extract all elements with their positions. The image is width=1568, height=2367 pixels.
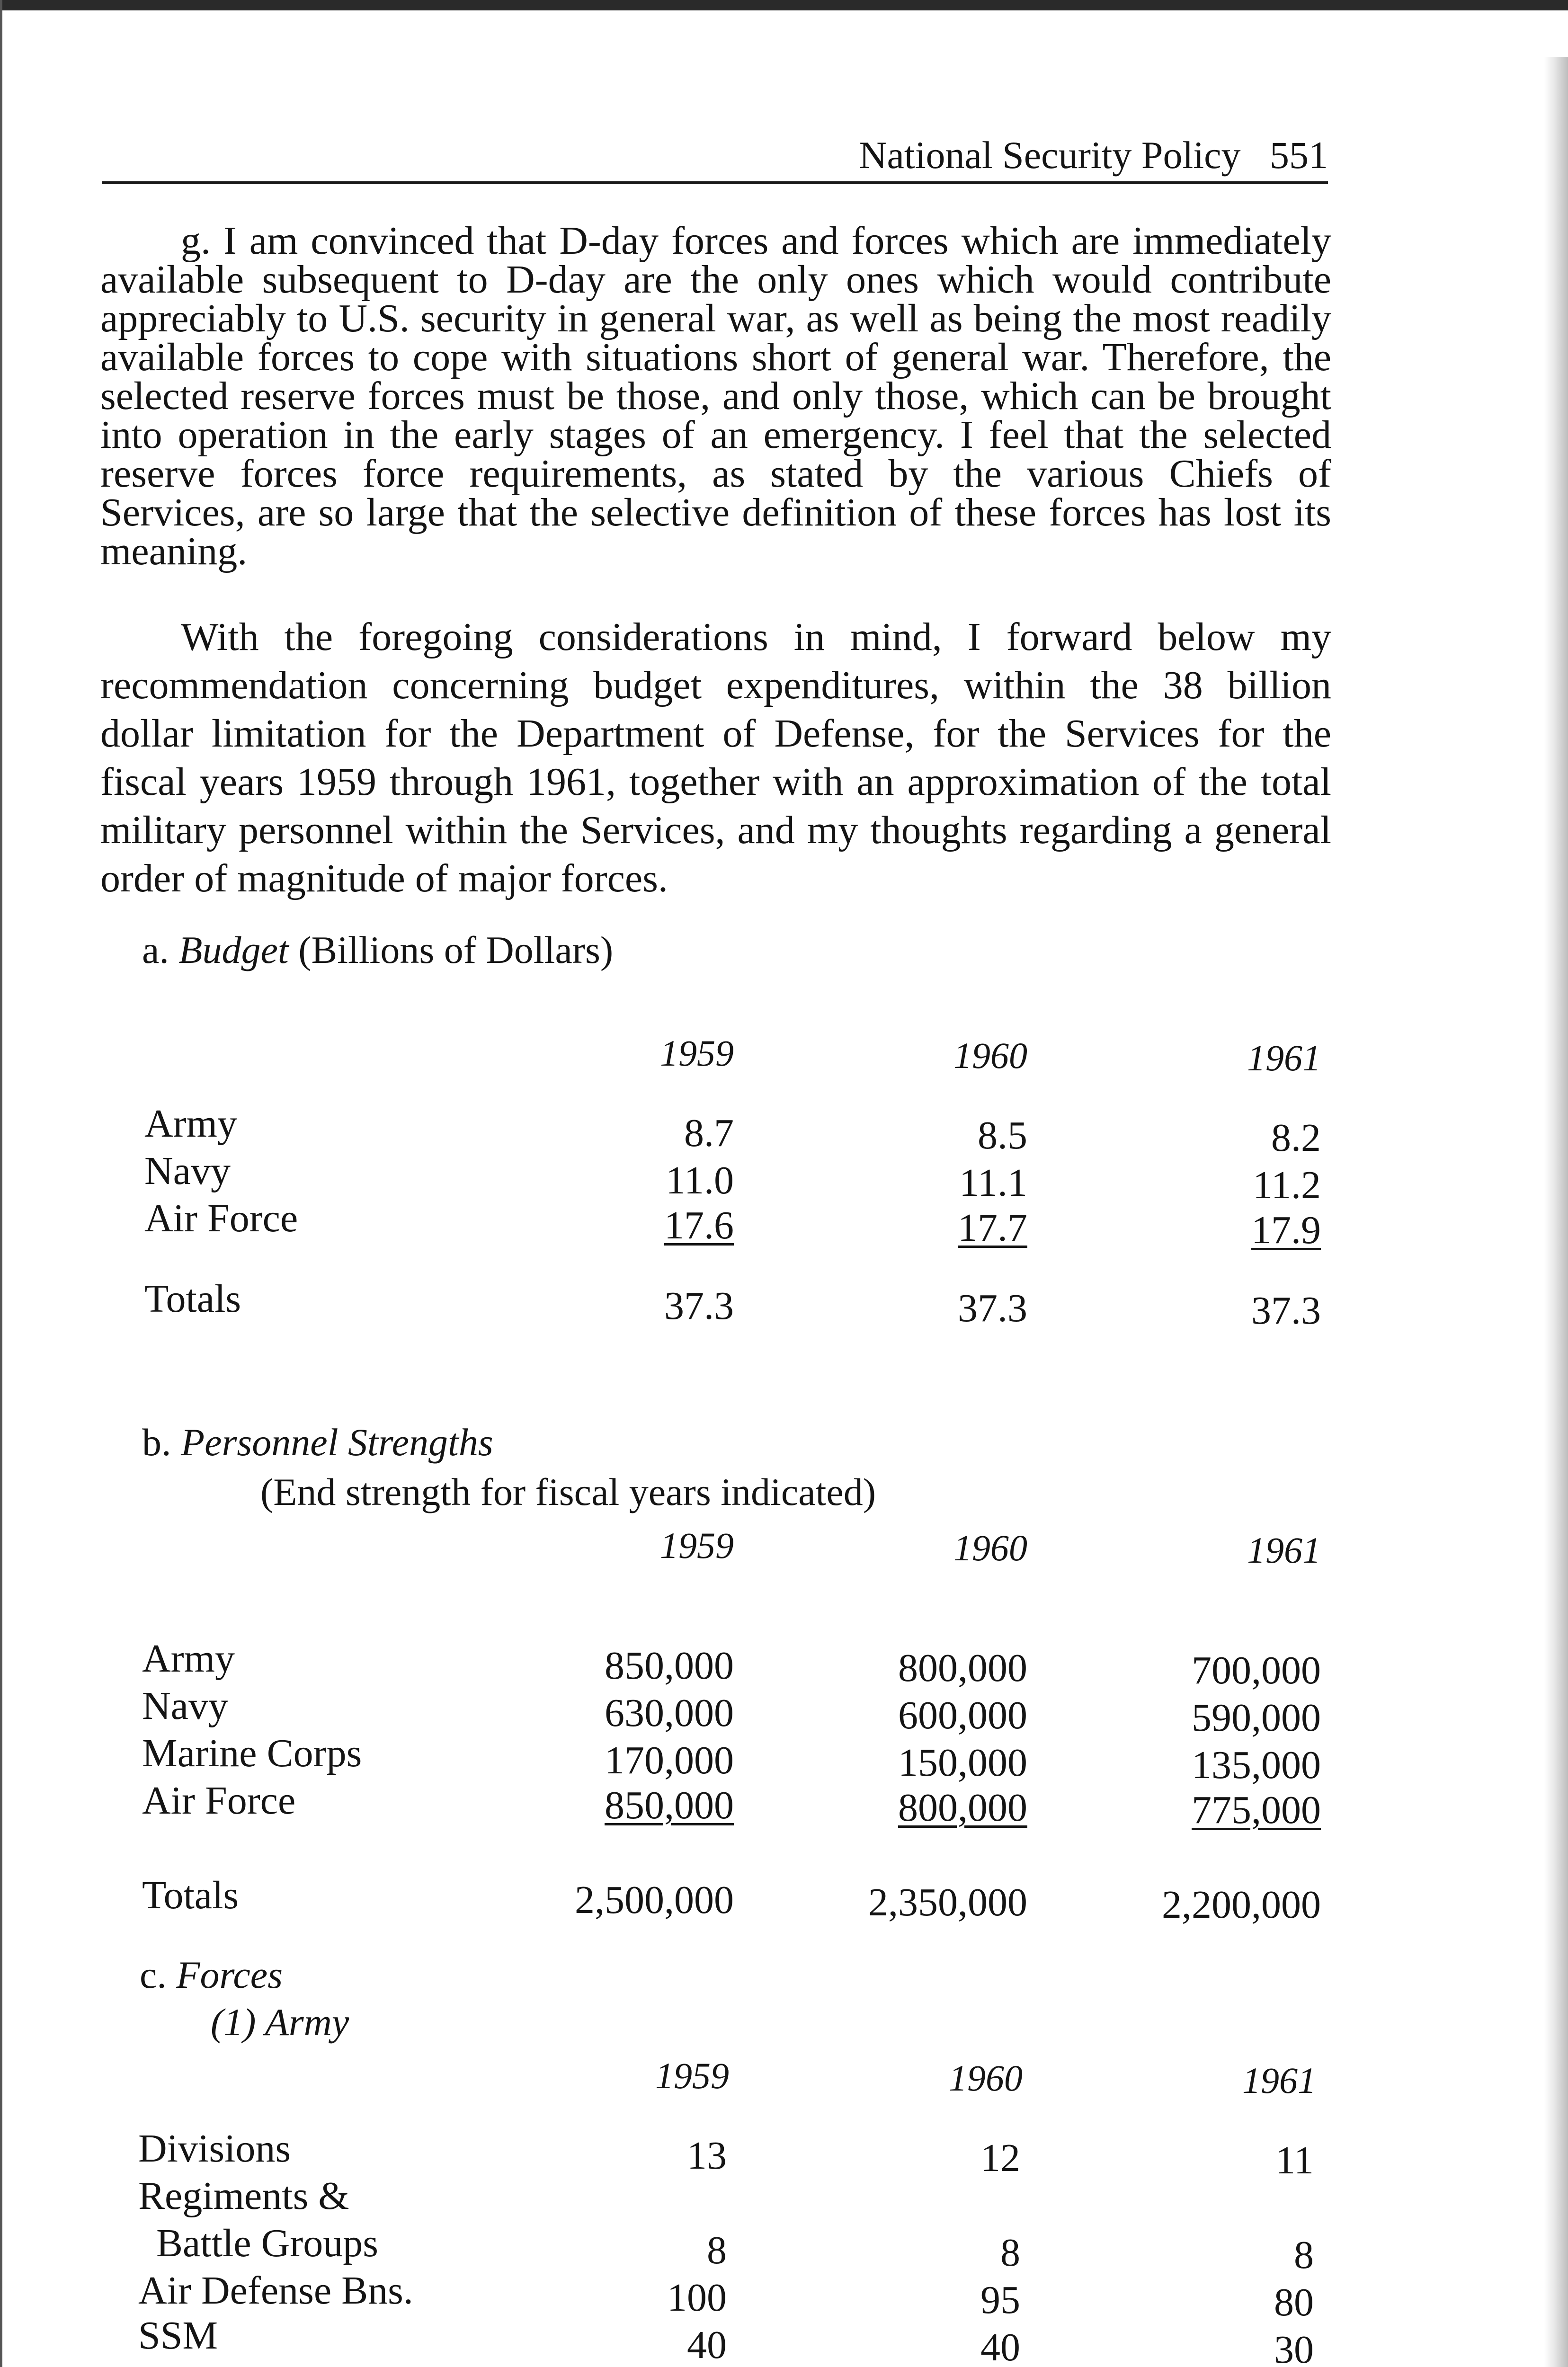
forces-title: Forces: [176, 1953, 283, 1996]
budget-air-force-1961: 17.9: [1251, 1208, 1321, 1252]
forces-ssm-1960: 40: [980, 2325, 1020, 2367]
budget-navy-1959: 11.0: [666, 1158, 734, 1202]
budget-year-1959: 1959: [660, 1032, 734, 1074]
personnel-year-1960: 1960: [953, 1527, 1027, 1568]
budget-year-1961: 1961: [1247, 1037, 1321, 1078]
personnel-label-navy: Navy: [142, 1684, 228, 1728]
budget-label-army: Army: [144, 1102, 237, 1146]
forces-army-heading: (1) Army: [211, 2001, 349, 2044]
header-title-block: [859, 133, 1328, 178]
budget-unit: (Billions of Dollars): [298, 928, 614, 971]
forces-air-defense-1960: 95: [980, 2278, 1020, 2322]
forces-label-battle-groups: Battle Groups: [156, 2221, 378, 2265]
scan-binding-shadow: [1544, 57, 1568, 2367]
header-title: National Security Policy: [859, 133, 1241, 177]
personnel-year-1961: 1961: [1247, 1530, 1321, 1571]
personnel-subtitle: (End strength for fiscal years indicated): [260, 1470, 876, 1513]
forces-year-1961: 1961: [1242, 2060, 1316, 2101]
budget-army-1960: 8.5: [978, 1113, 1027, 1157]
forces-ssm-1959: 40: [687, 2323, 727, 2367]
budget-air-force-1959: 17.6: [664, 1203, 734, 1247]
personnel-label-army: Army: [142, 1637, 235, 1681]
forces-air-defense-1961: 80: [1274, 2280, 1314, 2324]
forces-label-divisions: Divisions: [138, 2127, 291, 2171]
budget-label-air-force: Air Force: [144, 1196, 298, 1240]
budget-label-navy: Navy: [144, 1149, 231, 1193]
budget-heading: a. Budget (Billions of Dollars): [142, 928, 614, 971]
budget-air-force-1960: 17.7: [958, 1206, 1027, 1250]
budget-title: Budget: [178, 928, 289, 971]
budget-navy-1961: 11.2: [1253, 1163, 1321, 1207]
page-number: 551: [1270, 133, 1328, 177]
forces-year-1960: 1960: [949, 2057, 1023, 2099]
personnel-total-1960: 2,350,000: [868, 1880, 1027, 1924]
budget-label-totals: Totals: [144, 1277, 241, 1321]
personnel-army-1961: 700,000: [1192, 1648, 1321, 1692]
forces-ssm-1961: 30: [1274, 2328, 1314, 2367]
budget-year-1960: 1960: [953, 1035, 1027, 1076]
budget-total-1959: 37.3: [664, 1284, 734, 1328]
budget-total-1960: 37.3: [958, 1286, 1027, 1330]
personnel-year-1959: 1959: [660, 1525, 734, 1566]
budget-army-1959: 8.7: [684, 1111, 734, 1155]
paragraph-g: g. I am convinced that D-day forces and forces which are immediately available subsequent to D-day are the only ones which would contribute appreciably to U.S. security in general war, as well as being the most readily available forces to cope with situations short of general war. Therefore, the selected reserve forces must be those, and only those, which can be brought into operation in the early stages of an emergency. I feel that the selected reserve forces force requirements, as stated by the various Chiefs of Services, are so large that the selective definition of these forces has lost its meaning.: [100, 219, 1331, 573]
personnel-label-totals: Totals: [142, 1873, 239, 1917]
personnel-marine-corps-1959: 170,000: [605, 1738, 734, 1782]
personnel-army-1960: 800,000: [898, 1646, 1027, 1690]
personnel-total-1959: 2,500,000: [575, 1878, 734, 1922]
personnel-title: Personnel Strengths: [181, 1421, 493, 1464]
personnel-navy-1960: 600,000: [898, 1693, 1027, 1737]
personnel-air-force-1959: 850,000: [605, 1783, 734, 1827]
paragraph-recommendation: With the foregoing considerations in mind, I forward below my recommendation concerning budget expenditures, within the 38 billion dollar limitation for the Department of Defense, for the Services for the fiscal years 1959 through 1961, together with an approximation of the total military personnel within the Services, and my thoughts regarding a general order of magnitude of major forces.: [100, 615, 1331, 900]
forces-label-ssm: SSM: [138, 2314, 218, 2358]
forces-divisions-1959: 13: [687, 2134, 727, 2178]
personnel-heading: b. Personnel Strengths: [142, 1421, 493, 1464]
forces-battle-groups-1961: 8: [1294, 2233, 1314, 2277]
scan-left-edge: [0, 0, 2, 2367]
personnel-air-force-1960: 800,000: [898, 1786, 1027, 1830]
forces-label-regiments: Regiments &: [138, 2174, 349, 2218]
budget-navy-1960: 11.1: [959, 1161, 1027, 1205]
forces-divisions-1961: 11: [1275, 2138, 1314, 2182]
forces-divisions-1960: 12: [980, 2136, 1020, 2180]
forces-air-defense-1959: 100: [667, 2276, 727, 2320]
budget-total-1961: 37.3: [1251, 1289, 1321, 1333]
scan-top-edge: [0, 0, 1568, 10]
personnel-label-marine-corps: Marine Corps: [142, 1731, 362, 1775]
personnel-navy-1961: 590,000: [1192, 1696, 1321, 1740]
personnel-air-force-1961: 775,000: [1192, 1788, 1321, 1832]
budget-army-1961: 8.2: [1271, 1116, 1321, 1160]
personnel-label-air-force: Air Force: [142, 1779, 296, 1823]
personnel-marine-corps-1961: 135,000: [1192, 1743, 1321, 1787]
forces-heading: c. Forces: [140, 1953, 283, 1996]
personnel-total-1961: 2,200,000: [1162, 1883, 1321, 1927]
personnel-army-1959: 850,000: [605, 1644, 734, 1688]
forces-battle-groups-1959: 8: [707, 2228, 727, 2272]
forces-label-air-defense: Air Defense Bns.: [138, 2269, 413, 2313]
forces-year-1959: 1959: [655, 2055, 729, 2096]
personnel-marine-corps-1960: 150,000: [898, 1741, 1027, 1785]
forces-battle-groups-1960: 8: [1000, 2231, 1020, 2275]
personnel-navy-1959: 630,000: [605, 1691, 734, 1735]
running-header: [102, 127, 1328, 184]
